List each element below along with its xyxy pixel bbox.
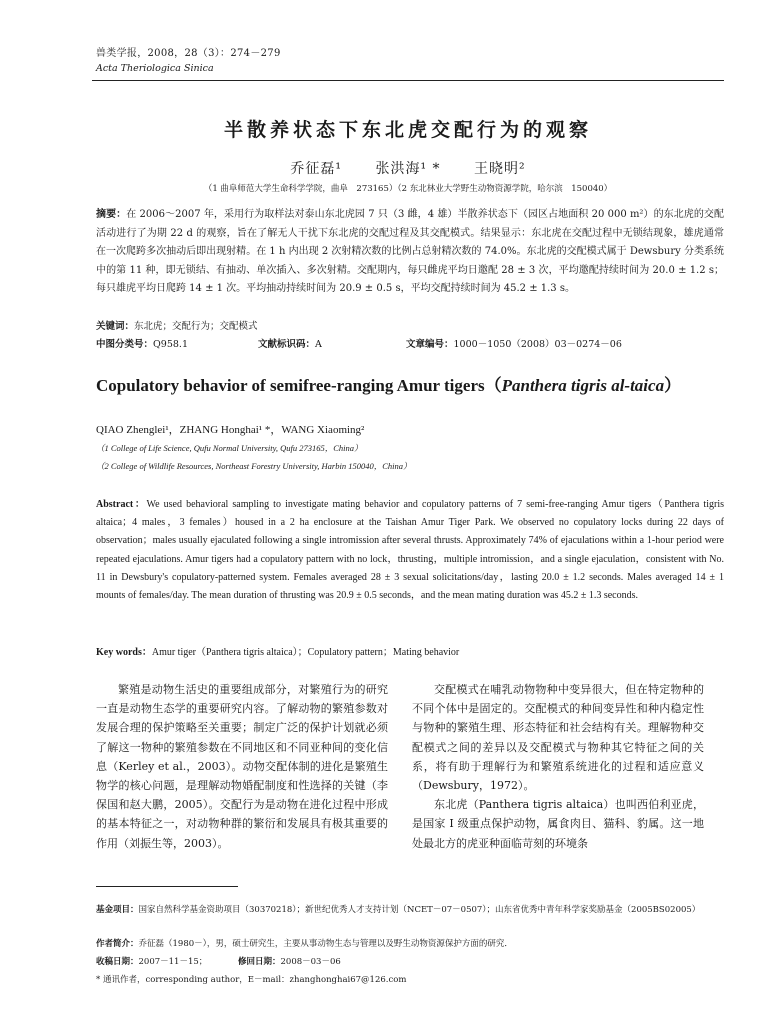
affiliation-en-2: （2 College of Wildlife Resources, Northeast Forestry University, Harbin 150040，China）	[96, 461, 412, 471]
document-code: 文献标识码：A	[258, 339, 322, 350]
footnote-author-text: 乔征磊（1980－），男，硕士研究生，主要从事动物生态与管理以及野生动物资源保护方面的研究．	[138, 939, 513, 949]
received-date: 2007－11－15；	[138, 957, 208, 967]
footnote-dates	[96, 955, 728, 970]
footnote-corresponding: * 通讯作者，corresponding author，E－mail：zhanghonghai67@126.com	[96, 975, 407, 985]
keywords-cn-text: 东北虎；交配行为；交配模式	[134, 321, 258, 332]
keywords-en	[96, 643, 724, 658]
abstract-en-text: We used behavioral sampling to investigate mating behavior and copulatory patterns of 7 semi-free-ranging Amur tigers（Panthera tigris altaica；4 males，3 females）housed in a 2 ha enclosure at the Taishan Amur Tiger Park. We observed no copulatory locks during 22 days of observation；males usually ejaculated following a single intromission after several thrusts. Approximately 74% of ejaculations within a 1-hour period were repeated ejaculations. Amur tigers had a copulatory pattern with no lock，thrusting，multiple intromission，and a single ejaculation，consistent with No. 11 in Dewsbury's copulatory-patterned system. Females averaged 28 ± 3 sexual solicitations/day，lasting 20.0 ± 1.2 seconds. Males averaged 14 ± 1 mounts of females/day. The mean duration of thrusting was 20.9 ± 0.5 seconds，and the mean mating duration was 45.2 ± 1.3 seconds.	[96, 499, 724, 602]
body-column-left	[96, 680, 388, 853]
revised-label: 修回日期：	[237, 957, 281, 967]
author-cn-3: 王晓明²	[473, 161, 526, 177]
author-cn-2: 张洪海¹ *	[375, 161, 441, 177]
footnote-rule	[96, 886, 238, 887]
affiliation-cn: （1 曲阜师范大学生命科学学院，曲阜 273165）（2 东北林业大学野生动物资源学院，哈尔滨 150040）	[203, 184, 613, 194]
authors-cn	[92, 158, 724, 178]
keywords-cn	[96, 318, 258, 332]
footnote-author-label: 作者简介：	[96, 939, 139, 949]
journal-name-en: Acta Theriologica Sinica	[96, 63, 214, 74]
article-number: 文章编号：1000－1050（2008）03－0274－06	[406, 339, 622, 350]
abstract-cn-text: 在 2006～2007 年，采用行为取样法对泰山东北虎园 7 只（3 雌，4 雄）半散养状态下（园区占地面积 20 000 m²）的东北虎的交配活动进行了为期 22 d 的观察，旨在了解无人干扰下东北虎的交配过程及其交配模式。结果显示：东北虎在交配过程中无锁结现象，雄虎通常在一次爬跨多次抽动后即出现射精。在 1 h 内出现 2 次射精次数的比例占总射精次数的 74.0%。东北虎的交配模式属于 Dewsbury 分类系统中的第 11 种，即无锁结、有抽动、单次插入、多次射精。交配期内，每只雌虎平均日邀配 28 ± 3 次，平均邀配持续时间为 20.0 ± 1.2 s；每只雄虎平均日爬跨 14 ± 1 次。平均抽动持续时间为 20.9 ± 0.5 s，平均交配持续时间为 45.2 ± 1.3 s。	[96, 209, 724, 294]
title-en-species: Panthera tigris al-taica	[501, 376, 665, 395]
body-paragraph-left: 繁殖是动物生活史的重要组成部分，对繁殖行为的研究一直是动物生态学的重要研究内容。了解动物的繁殖参数对发展合理的保护策略至关重要；制定广泛的保护计划就必须了解这一物种的繁殖参数在不同地区和不同亚种间的变化信息（Kerley et al.，2003）。动物交配体制的进化是繁殖生物学的核心问题，是理解动物婚配制度和性选择的关键（李保国和赵大鹏，2005）。交配行为是动物在进化过程中形成的基本特征之一，对动物种群的繁衍和发展具有极其重要的作用（刘振生等，2003）。	[96, 683, 388, 850]
footnote-funding	[96, 903, 728, 918]
author-cn-1: 乔征磊¹	[290, 161, 343, 177]
keywords-en-text: Amur tiger（Panthera tigris altaica）；Copulatory pattern；Mating behavior	[151, 647, 460, 658]
clc-code: 中图分类号：Q958.1	[96, 339, 189, 350]
journal-citation: 兽类学报，2008，28（3）：274－279	[96, 48, 281, 59]
abstract-cn	[96, 206, 724, 299]
body-paragraph-right-1: 交配模式在哺乳动物物种中变异很大，但在特定物种的不同个体中是固定的。交配模式的种间变异性和种内稳定性与物种的繁殖生理、形态特征和社会结构有关。理解物种交配模式之间的差异以及交配模式与物种其它特征之间的关系，将有助于理解行为和繁殖系统进化的过程和适应意义（Dewsbury，1972）。	[412, 683, 704, 793]
footnote-author	[96, 937, 728, 952]
affiliation-en-1: （1 College of Life Science, Qufu Normal University, Qufu 273165，China）	[96, 443, 363, 453]
abstract-en	[96, 496, 724, 605]
footnote-funding-text: 国家自然科学基金资助项目（30370218）；新世纪优秀人才支持计划（NCET－07－0507）；山东省优秀中青年科学家奖励基金（2005BS02005）	[138, 905, 701, 915]
abstract-en-label: Abstract：	[96, 499, 147, 510]
abstract-cn-label: 摘要：	[96, 209, 127, 220]
keywords-cn-label: 关键词：	[96, 321, 135, 332]
footnote-funding-label: 基金项目：	[96, 905, 139, 915]
body-column-right	[412, 680, 704, 853]
keywords-en-label: Key words：	[96, 647, 152, 658]
title-cn: 半散养状态下东北虎交配行为的观察	[223, 119, 592, 141]
title-en-close: ）	[664, 376, 682, 395]
title-en-main: Copulatory behavior of semifree-ranging Amur tigers（	[96, 376, 502, 395]
authors-en: QIAO Zhenglei¹，ZHANG Honghai¹ *，WANG Xiaoming²	[96, 424, 365, 436]
received-label: 收稿日期：	[96, 957, 139, 967]
body-paragraph-right-2: 东北虎（Panthera tigris altaica）也叫西伯利亚虎，是国家 Ⅰ 级重点保护动物，属食肉目、猫科、豹属。这一地处最北方的虎亚种面临苛刻的环境条	[412, 798, 704, 850]
revised-date: 2008－03－06	[280, 957, 341, 967]
title-en	[96, 373, 724, 399]
header-rule	[92, 80, 724, 81]
